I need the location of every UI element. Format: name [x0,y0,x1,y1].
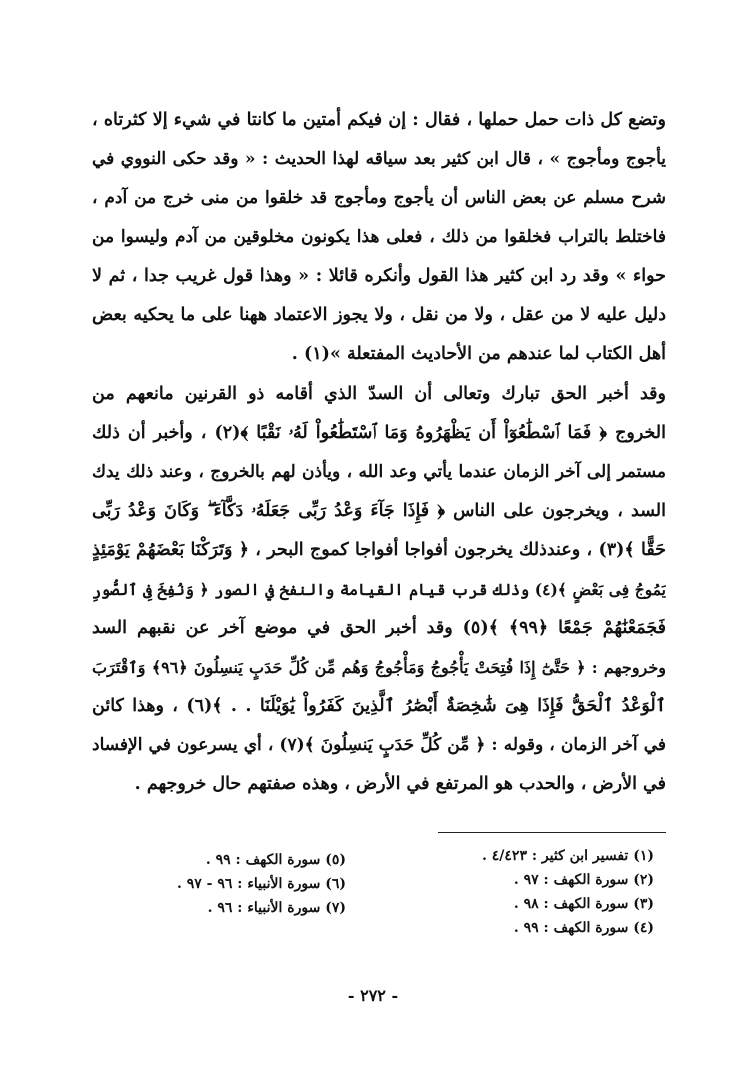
text-line: ٱلْوَعْدُ ٱلْحَقُّ فَإِذَا هِىَ شَٰخِصَةٌ أَبْصَٰرُ ٱلَّذِينَ كَفَرُواْ يَٰوَيْلَنَا . . ﴾(٦) ، وهذا كائن [92,696,666,716]
footnotes-left-column [106,848,346,920]
text-line: حواء » وقد رد ابن كثير هذا القول وأنكره قائلا : « وهذا قول غريب جدا ، ثم لا [92,266,666,286]
text-line: فَجَمَعْنَٰهُمْ جَمْعًا ﴿٩٩﴾ ﴾(٥) وقد أخبر الحق في موضع آخر عن نقبهم السد [92,618,666,638]
text-line: وقد أخبر الحق تبارك وتعالى أن السدّ الذي أقامه ذو القرنين مانعهم من [92,384,666,404]
paragraph-2 [92,375,666,804]
footnote: (٤) سورة الكهف : ٩٩ . [513,920,654,936]
footnote: (٣) سورة الكهف : ٩٨ . [513,896,654,912]
text-line: مستمر إلى آخر الزمان عندما يأتي وعد الله ، ويأذن لهم بالخروج ، وعند ذلك يدك [92,462,666,482]
text-line: فاختلط بالتراب فخلقوا من ذلك ، فعلى هذا يكونون مخلوقين من آدم وليسوا من [92,227,666,247]
text-line: وتضع كل ذات حمل حملها ، فقال : إن فيكم أمتين ما كانتا في شيء إلا كثرتاه ، [92,110,666,130]
footnote-divider [438,832,666,833]
text-line: حَقًّا ﴾(٣) ، وعندذلك يخرجون أفواجا أفواجا كموج البحر ، ﴿ وَتَرَكْنَا بَعْضَهُمْ يَوْمَئِذٍ [92,540,666,560]
text-line: في الأرض ، والحدب هو المرتفع في الأرض ، وهذه صفتهم حال خروجهم . [134,774,666,794]
text-line: وخروجهم : ﴿ حَتَّىٰٓ إِذَا فُتِحَتْ يَأْجُوجُ وَمَأْجُوجُ وَهُم مِّن كُلِّ حَدَبٍ يَنسِلُونَ ﴿٩٦﴾ وَٱقْتَرَبَ [92,658,666,677]
text-line: في آخر الزمان ، وقوله : ﴿ مِّن كُلِّ حَدَبٍ يَنسِلُونَ ﴾(٧) ، أي يسرعون في الإفساد [92,735,666,755]
footnote: (١) تفسير ابن كثير : ٤/٤٢٣ . [482,848,654,864]
footnote: (٦) سورة الأنبياء : ٩٦ - ٩٧ . [177,876,346,892]
text-line: دليل عليه لا من عقل ، ولا من نقل ، ولا يجوز الاعتماد ههنا على ما يحكيه بعض [92,305,666,325]
footnotes-right-column [394,844,654,940]
text-line: السد ، ويخرجون على الناس ﴿ فَإِذَا جَآءَ وَعْدُ رَبِّى جَعَلَهُۥ دَكَّآءَ ۖ وَكَانَ وَعْدُ رَبِّى [92,501,666,521]
footnote: (٥) سورة الكهف : ٩٩ . [205,852,346,868]
page-number: - ٢٧٢ - [347,986,399,1005]
footnote: (٧) سورة الأنبياء : ٩٦ . [207,900,346,916]
text-line: الخروج ﴿ فَمَا ٱسْطَٰعُوٓاْ أَن يَظْهَرُوهُ وَمَا ٱسْتَطَٰعُواْ لَهُۥ نَقْبًا ﴾(٢) ، وأخبر أن ذلك [92,423,666,443]
footnote: (٢) سورة الكهف : ٩٧ . [513,872,654,888]
text-line: أهل الكتاب لما عندهم من الأحاديث المفتعلة »(١) . [291,344,666,364]
text-line: يَمُوجُ فِى بَعْضٍ ﴾(٤) وذلك قرب قيام القيامة والنفخ في الصور ﴿ وَنُفِخَ فِى ٱلصُّورِ [92,580,666,599]
text-line: شرح مسلم عن بعض الناس أن يأجوج ومأجوج قد خلقوا من منى خرج من آدم ، [92,188,666,208]
text-line: يأجوج ومأجوج » ، قال ابن كثير بعد سياقه لهذا الحديث : « وقد حكى النووي في [92,149,666,169]
paragraph-1 [92,101,666,374]
